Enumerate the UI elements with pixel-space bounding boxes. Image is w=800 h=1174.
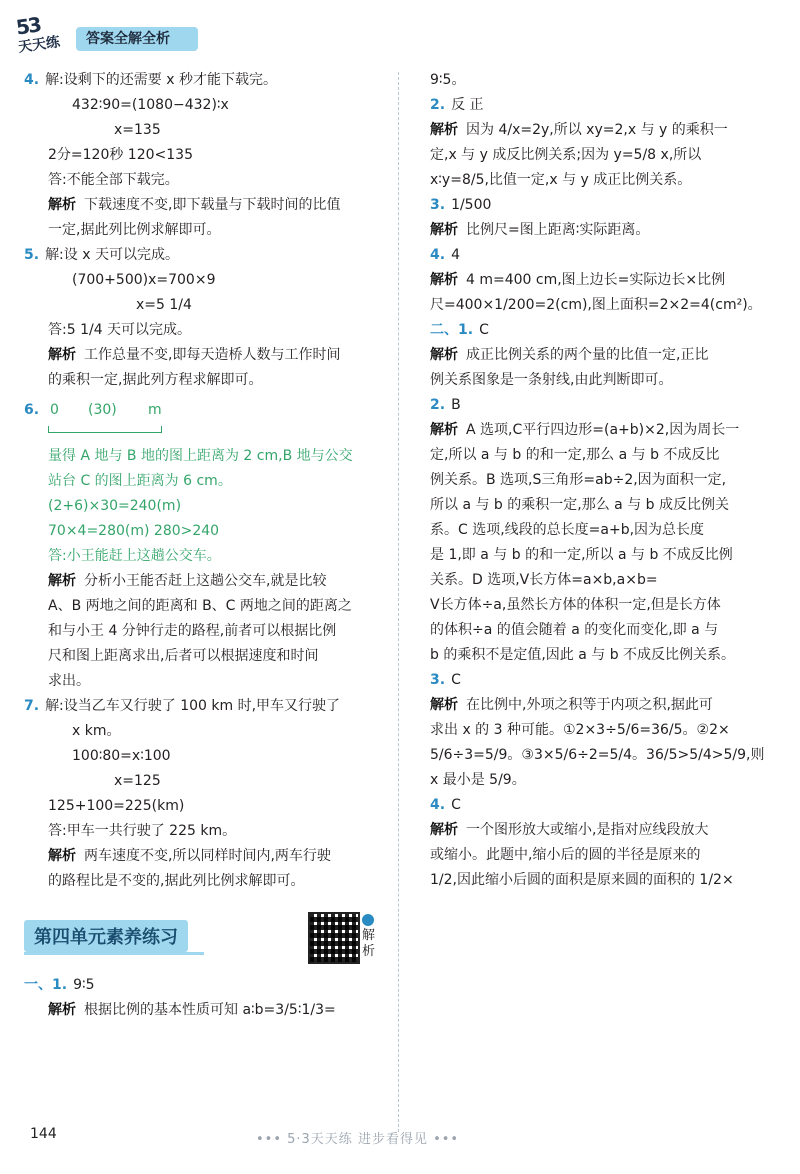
text-line — [430, 593, 760, 618]
line-text: 125+100=225(km) — [48, 798, 185, 814]
text-line — [430, 543, 760, 568]
scale-value: (30) — [88, 402, 117, 418]
line-text: 4 m=400 cm,图上边长=实际边长×比例 — [466, 272, 726, 288]
text-line — [24, 293, 394, 318]
unit-banner — [24, 912, 394, 964]
question-number: 5. — [24, 247, 40, 263]
line-text: 两车速度不变,所以同样时间内,两车行驶 — [84, 848, 331, 864]
line-text: V长方体÷a,虽然长方体的体积一定,但是长方体 — [430, 597, 721, 613]
text-line — [430, 268, 760, 293]
line-text: x∶y=8/5,比值一定,x 与 y 成正比例关系。 — [430, 172, 692, 188]
text-line — [430, 293, 760, 318]
text-line — [430, 418, 760, 443]
text-line — [24, 143, 394, 168]
page-footer — [0, 1120, 800, 1160]
line-text: 在比例中,外项之积等于内项之积,据此可 — [466, 697, 713, 713]
text-line — [430, 518, 760, 543]
text-line — [430, 218, 760, 243]
line-text: 尺=400×1/200=2(cm),图上面积=2×2=4(cm²)。 — [430, 297, 762, 313]
line-text: 一定,据此列比例求解即可。 — [48, 222, 221, 238]
text-line — [430, 718, 760, 743]
page-header — [0, 0, 800, 60]
text-line — [24, 318, 394, 343]
line-text: C — [451, 797, 461, 813]
left-column — [24, 68, 394, 1023]
text-line — [24, 794, 394, 819]
text-line — [24, 594, 394, 619]
line-text: 定,x 与 y 成反比例关系;因为 y=5/8 x,所以 — [430, 147, 702, 163]
text-line — [24, 869, 394, 894]
text-line — [430, 168, 760, 193]
line-text: 和与小王 4 分钟行走的路程,前者可以根据比例 — [48, 623, 337, 639]
line-text: 求出。 — [48, 673, 90, 689]
text-line — [24, 193, 394, 218]
text-line — [24, 368, 394, 393]
unit-underline — [24, 952, 204, 955]
line-text: 求出 x 的 3 种可能。①2×3÷5/6=36/5。②2× — [430, 722, 730, 738]
line-text: 站台 C 的图上距离为 6 cm。 — [48, 473, 232, 489]
text-line — [24, 68, 394, 93]
unit-title: 第四单元素养练习 — [24, 920, 188, 952]
text-line — [24, 243, 394, 268]
line-text: 9∶5。 — [430, 72, 466, 88]
line-text: 4 — [451, 247, 460, 263]
line-text: 量得 A 地与 B 地的图上距离为 2 cm,B 地与公交 — [48, 448, 353, 464]
text-line — [24, 494, 394, 519]
analysis-label: 解析 — [48, 347, 76, 363]
analysis-label: 解析 — [430, 822, 458, 838]
text-line — [430, 568, 760, 593]
line-text: x 最小是 5/9。 — [430, 772, 526, 788]
line-text: 例关系。B 选项,S三角形=ab÷2,因为面积一定, — [430, 472, 727, 488]
analysis-label: 解析 — [430, 347, 458, 363]
text-line — [430, 693, 760, 718]
analysis-label: 解析 — [48, 573, 76, 589]
text-line — [430, 318, 760, 343]
text-line — [430, 743, 765, 768]
question-number: 4. — [24, 72, 40, 88]
text-line — [430, 118, 760, 143]
line-text: 的体积÷a 的值会随着 a 的变化而变化,即 a 与 — [430, 622, 719, 638]
line-text: 答:小王能赶上这趟公交车。 — [48, 548, 221, 564]
text-line — [24, 844, 394, 869]
text-line — [430, 643, 760, 668]
question-number: 4. — [430, 247, 446, 263]
text-line — [430, 393, 760, 418]
line-text: x=125 — [114, 773, 161, 789]
line-text: 解:设当乙车又行驶了 100 km 时,甲车又行驶了 — [45, 698, 341, 714]
line-text: 100∶80=x∶100 — [72, 748, 171, 764]
line-text: 答:5 1/4 天可以完成。 — [48, 322, 192, 338]
line-text: C — [479, 322, 489, 338]
text-line — [430, 243, 760, 268]
analysis-label: 解析 — [48, 197, 76, 213]
left-answers-section-1 — [24, 973, 394, 1023]
text-line — [24, 694, 394, 719]
line-text: A 选项,C平行四边形=(a+b)×2,因为周长一 — [466, 422, 740, 438]
question-number: 7. — [24, 698, 40, 714]
left-answers-6-7 — [24, 444, 394, 894]
line-text: 5/6÷3=5/9。③3×5/6÷2=5/4。36/5>5/4>5/9,则 — [430, 747, 765, 763]
question-number: 2. — [430, 97, 446, 113]
scale-zero: 0 — [50, 402, 59, 418]
text-line — [430, 143, 760, 168]
line-text: 反 正 — [451, 97, 484, 113]
text-line — [24, 544, 394, 569]
text-line — [24, 118, 394, 143]
text-line — [430, 793, 760, 818]
analysis-label: 解析 — [430, 272, 458, 288]
page-number: 144 — [30, 1126, 57, 1142]
line-text: 工作总量不变,即每天造桥人数与工作时间 — [84, 347, 341, 363]
left-answers-4-5 — [24, 68, 394, 393]
question-number: 3. — [430, 672, 446, 688]
analysis-label: 解析 — [430, 697, 458, 713]
text-line — [24, 343, 394, 368]
text-line — [24, 998, 394, 1023]
line-text: 9∶5 — [73, 977, 95, 993]
text-line — [430, 368, 760, 393]
line-text: 所以 a 与 b 的乘积一定,那么 a 与 b 成反比例关 — [430, 497, 729, 513]
line-text: 定,所以 a 与 b 的和一定,那么 a 与 b 不成反比 — [430, 447, 720, 463]
line-text: 系。C 选项,线段的总长度=a+b,因为总长度 — [430, 522, 705, 538]
line-text: 的路程比是不变的,据此列比例求解即可。 — [48, 873, 305, 889]
text-line — [430, 93, 760, 118]
line-text: x=135 — [114, 122, 161, 138]
line-text: 是 1,即 a 与 b 的和一定,所以 a 与 b 不成反比例 — [430, 547, 733, 563]
line-text: 例关系图象是一条射线,由此判断即可。 — [430, 372, 673, 388]
text-line — [24, 93, 394, 118]
text-line — [430, 443, 760, 468]
text-line — [24, 569, 394, 594]
question-number: 6. — [24, 402, 40, 418]
qr-label: 解析 — [362, 928, 376, 959]
text-line — [430, 468, 760, 493]
right-answers — [430, 68, 765, 893]
section-tab: 答案全解全析 — [76, 27, 198, 51]
line-text: 432∶90=(1080−432)∶x — [72, 97, 229, 113]
text-line — [24, 519, 394, 544]
logo-text: 天天练 — [17, 34, 62, 56]
column-divider — [398, 72, 399, 1132]
line-text: 比例尺=图上距离∶实际距离。 — [466, 222, 650, 238]
analysis-label: 解析 — [48, 848, 76, 864]
question-number: 一、1. — [24, 977, 68, 993]
text-line — [430, 843, 760, 868]
logo-number: 53 — [14, 12, 42, 40]
text-line — [430, 668, 760, 693]
text-line — [430, 193, 760, 218]
question-number: 4. — [430, 797, 446, 813]
right-column — [430, 68, 765, 893]
line-text: (700+500)x=700×9 — [72, 272, 216, 288]
line-text: 根据比例的基本性质可知 a∶b=3/5∶1/3= — [84, 1002, 336, 1018]
text-line — [24, 469, 394, 494]
line-text: 2分=120秒 120<135 — [48, 147, 193, 163]
line-text: C — [451, 672, 461, 688]
line-text: 下载速度不变,即下载量与下载时间的比值 — [84, 197, 341, 213]
text-line — [24, 218, 394, 243]
brand-logo — [14, 14, 72, 56]
qr-code[interactable] — [308, 912, 360, 964]
line-text: A、B 两地之间的距离和 B、C 两地之间的距离之 — [48, 598, 352, 614]
scale-diagram — [24, 402, 394, 444]
line-text: 一个图形放大或缩小,是指对应线段放大 — [466, 822, 709, 838]
line-text: 的乘积一定,据此列方程求解即可。 — [48, 372, 263, 388]
scale-bar — [48, 426, 162, 433]
text-line — [430, 493, 760, 518]
text-line — [24, 669, 394, 694]
analysis-label: 解析 — [48, 1002, 76, 1018]
text-line — [24, 444, 394, 469]
line-text: 解:设剩下的还需要 x 秒才能下载完。 — [45, 72, 277, 88]
footer-slogan: ••• 5·3天天练 进步看得见 ••• — [256, 1132, 460, 1147]
line-text: B — [451, 397, 461, 413]
line-text: 答:甲车一共行驶了 225 km。 — [48, 823, 237, 839]
text-line — [430, 868, 760, 893]
text-line — [430, 618, 760, 643]
text-line — [24, 719, 394, 744]
text-line — [430, 68, 760, 93]
spacer — [24, 393, 394, 402]
text-line — [430, 818, 760, 843]
line-text: 1/2,因此缩小后圆的面积是原来圆的面积的 1/2× — [430, 872, 734, 888]
scale-unit: m — [148, 402, 162, 418]
line-text: x=5 1/4 — [136, 297, 192, 313]
line-text: 解:设 x 天可以完成。 — [45, 247, 179, 263]
line-text: 分析小王能否赶上这趟公交车,就是比较 — [84, 573, 327, 589]
line-text: 尺和图上距离求出,后者可以根据速度和时间 — [48, 648, 319, 664]
play-icon[interactable] — [362, 914, 374, 926]
text-line — [24, 819, 394, 844]
text-line — [24, 769, 394, 794]
line-text: 1/500 — [451, 197, 492, 213]
line-text: 或缩小。此题中,缩小后的圆的半径是原来的 — [430, 847, 701, 863]
spacer — [24, 964, 394, 973]
line-text: 70×4=280(m) 280>240 — [48, 523, 220, 539]
line-text: x km。 — [72, 723, 121, 739]
line-text: 成正比例关系的两个量的比值一定,正比 — [466, 347, 709, 363]
question-number: 3. — [430, 197, 446, 213]
line-text: 因为 4/x=2y,所以 xy=2,x 与 y 的乘积一 — [466, 122, 728, 138]
line-text: (2+6)×30=240(m) — [48, 498, 182, 514]
text-line — [24, 744, 394, 769]
analysis-label: 解析 — [430, 222, 458, 238]
question-number: 二、1. — [430, 322, 474, 338]
text-line — [24, 268, 394, 293]
line-text: 关系。D 选项,V长方体=a×b,a×b= — [430, 572, 658, 588]
question-number: 2. — [430, 397, 446, 413]
line-text: 答:不能全部下载完。 — [48, 172, 179, 188]
text-line — [24, 619, 394, 644]
analysis-label: 解析 — [430, 422, 458, 438]
text-line — [24, 168, 394, 193]
line-text: b 的乘积不是定值,因此 a 与 b 不成反比例关系。 — [430, 647, 736, 663]
text-line — [430, 768, 760, 793]
text-line — [24, 644, 394, 669]
text-line — [24, 973, 394, 998]
text-line — [430, 343, 760, 368]
analysis-label: 解析 — [430, 122, 458, 138]
